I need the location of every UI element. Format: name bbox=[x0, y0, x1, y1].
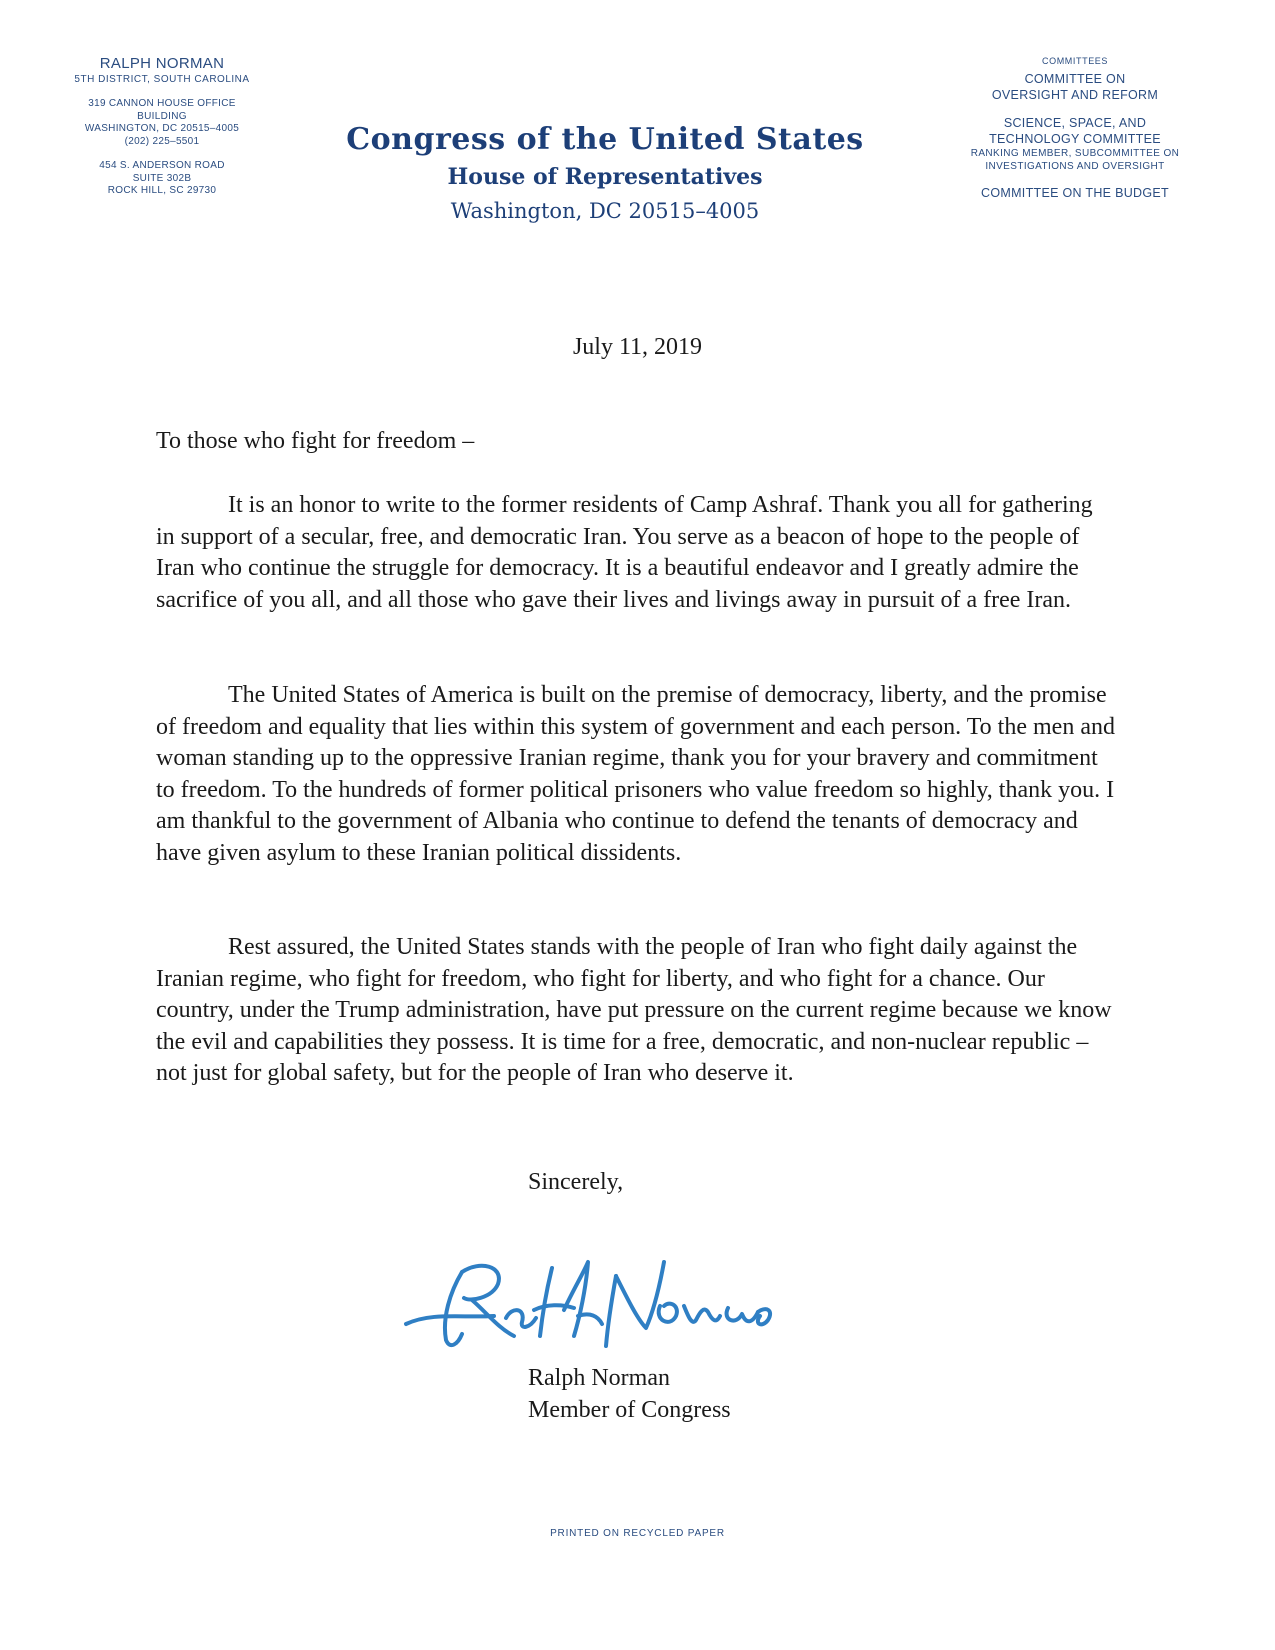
member-district: 5TH DISTRICT, SOUTH CAROLINA bbox=[74, 74, 250, 85]
address-line: SUITE 302B bbox=[132, 172, 192, 184]
committee-line: SCIENCE, SPACE, AND bbox=[1003, 116, 1147, 130]
letter-date: July 11, 2019 bbox=[572, 334, 703, 360]
paragraph-3: Rest assured, the United States stands with the people of Iran who fight daily against the Iranian regime, who fight for freedom, who fight for liberty, and who fight for a chance. Our country, under the Trump administration, have put pressure on the current regime because we know the evil and capabilities they possess. It is time for a free, democratic, and non-nuclear republic – not just for global safety, but for the people of Iran who deserve it. bbox=[156, 934, 1112, 1086]
committee-line: COMMITTEE ON THE BUDGET bbox=[981, 186, 1169, 200]
committee-role-line: RANKING MEMBER, SUBCOMMITTEE ON bbox=[970, 148, 1180, 159]
letterhead-committees bbox=[940, 55, 1210, 213]
congress-title: Congress of the United States bbox=[346, 122, 864, 157]
paragraph-1: It is an honor to write to the former residents of Camp Ashraf. Thank you all for gathering in support of a secular, free, and democratic Iran. You serve as a beacon of hope to the people of Iran who continue the struggle for democracy. It is a beautiful endeavor and I greatly admire the sacrifice of you all, and all those who gave their lives and livings away in pursuit of a free Iran. bbox=[156, 492, 1093, 613]
signer-name: Ralph Norman bbox=[528, 1365, 670, 1391]
address-line: WASHINGTON, DC 20515–4005 bbox=[84, 123, 240, 134]
address-line: 319 CANNON HOUSE OFFICE BUILDING bbox=[88, 98, 236, 122]
member-name: RALPH NORMAN bbox=[99, 55, 225, 72]
letterhead-member-info bbox=[62, 55, 262, 210]
committee-line: OVERSIGHT AND REFORM bbox=[991, 88, 1159, 102]
committee-line: COMMITTEE ON bbox=[1024, 72, 1126, 86]
committee-science bbox=[940, 115, 1210, 173]
committee-budget bbox=[940, 185, 1210, 201]
committee-role-line: INVESTIGATIONS AND OVERSIGHT bbox=[985, 161, 1165, 172]
committee-line: TECHNOLOGY COMMITTEE bbox=[989, 132, 1161, 146]
salutation: To those who fight for freedom – bbox=[156, 428, 475, 454]
house-title: House of Representatives bbox=[447, 164, 763, 190]
recycled-paper-note: PRINTED ON RECYCLED PAPER bbox=[550, 1528, 725, 1539]
district-office-address bbox=[62, 160, 262, 198]
address-line: ROCK HILL, SC 29730 bbox=[107, 185, 217, 196]
letterhead-title bbox=[345, 120, 865, 228]
committee-oversight bbox=[940, 71, 1210, 103]
committees-label: COMMITTEES bbox=[1042, 56, 1108, 66]
dc-office-address bbox=[62, 98, 262, 148]
signer-title: Member of Congress bbox=[528, 1397, 731, 1423]
handwritten-signature bbox=[402, 1232, 782, 1362]
address-line: 454 S. ANDERSON ROAD bbox=[99, 160, 225, 171]
closing: Sincerely, bbox=[528, 1169, 624, 1195]
letterhead-city: Washington, DC 20515–4005 bbox=[450, 199, 760, 223]
address-phone: (202) 225–5501 bbox=[124, 135, 200, 147]
paragraph-2: The United States of America is built on the premise of democracy, liberty, and the promise of freedom and equality that lies within this system of government and each person. To the men and woman standing up to the oppressive Iranian regime, thank you for your bravery and commitment to freedom. To the hundreds of former political prisoners who value freedom so highly, thank you. I am thankful to the government of Albania who continue to defend the tenants of democracy and have given asylum to these Iranian political dissidents. bbox=[156, 682, 1115, 866]
